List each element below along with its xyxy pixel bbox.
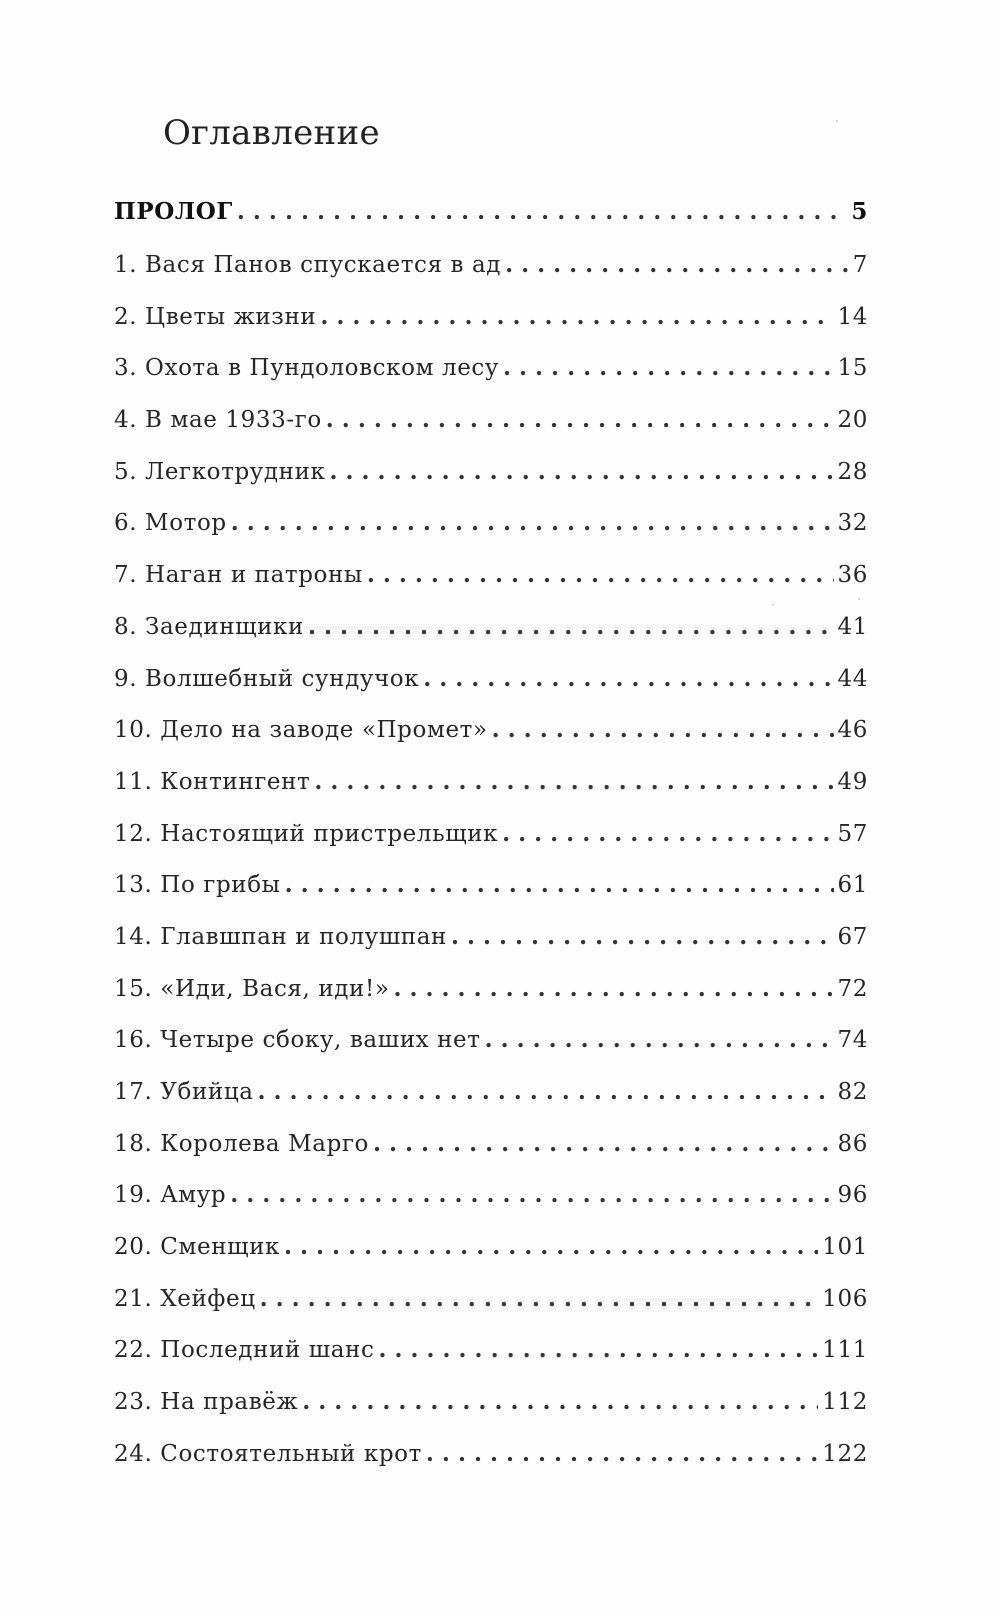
toc-entry-page-number: 96 xyxy=(837,1182,868,1209)
dot-leader xyxy=(231,509,834,536)
toc-entry-title: ПРОЛОГ xyxy=(114,198,233,225)
toc-entry-title: 12. Настоящий пристрельщик xyxy=(114,820,499,847)
toc-entry-title: 8. Заединщики xyxy=(114,613,304,640)
toc-entry[interactable] xyxy=(114,509,868,561)
dot-leader xyxy=(505,251,849,278)
toc-entry-page-number: 106 xyxy=(822,1285,868,1312)
toc-entry-title: 3. Охота в Пундоловском лесу xyxy=(114,355,500,382)
toc-entry-page-number: 74 xyxy=(837,1027,868,1054)
toc-entry-page-number: 32 xyxy=(837,510,868,537)
toc-entry-page-number: 44 xyxy=(837,665,868,692)
toc-entry-title: 22. Последний шанс xyxy=(114,1337,375,1364)
toc-entry-page-number: 112 xyxy=(822,1389,868,1416)
toc-entry-title: 5. Легкотрудник xyxy=(114,458,326,485)
toc-entry[interactable] xyxy=(114,923,868,975)
dot-leader xyxy=(320,303,833,330)
page-title: Оглавление xyxy=(163,113,380,153)
toc-entry-page-number: 101 xyxy=(822,1234,868,1261)
toc-entry-page-number: 122 xyxy=(822,1440,868,1467)
toc-entry-title: 16. Четыре сбоку, ваших нет xyxy=(114,1027,481,1054)
dot-leader xyxy=(284,1233,818,1260)
dot-leader xyxy=(326,406,834,433)
toc-entry-title: 20. Сменщик xyxy=(114,1234,281,1261)
toc-entry[interactable] xyxy=(114,354,868,406)
toc-entry-page-number: 46 xyxy=(837,717,868,744)
toc-entry-page-number: 15 xyxy=(837,355,868,382)
toc-entry-page-number: 72 xyxy=(837,975,868,1002)
toc-entry[interactable] xyxy=(114,871,868,923)
dot-leader xyxy=(426,1440,818,1467)
toc-entry-page-number: 20 xyxy=(837,407,868,434)
toc-entry-title: 2. Цветы жизни xyxy=(114,303,317,330)
toc-entry-page-number: 14 xyxy=(837,303,868,330)
toc-entry-page-number: 41 xyxy=(837,613,868,640)
toc-entry-page-number: 82 xyxy=(837,1079,868,1105)
dot-leader xyxy=(394,975,834,1002)
toc-entry[interactable] xyxy=(114,975,868,1027)
toc-entry-page-number: 28 xyxy=(837,458,868,485)
toc-entry-title: 19. Амур xyxy=(114,1182,227,1209)
toc-entry[interactable] xyxy=(114,716,868,768)
toc-entry-title: 13. По грибы xyxy=(114,872,281,899)
dot-leader xyxy=(451,923,834,950)
dot-leader xyxy=(503,354,834,381)
toc-entry-title: 10. Дело на заводе «Промет» xyxy=(114,717,488,744)
dot-leader xyxy=(230,1181,833,1208)
paper-speck xyxy=(772,604,774,606)
toc-entry[interactable] xyxy=(114,303,868,355)
dot-leader xyxy=(373,1130,834,1157)
toc-entry-page-number: 36 xyxy=(837,562,868,589)
toc-entry[interactable] xyxy=(114,561,868,613)
toc-entry-page-number: 57 xyxy=(837,820,868,847)
dot-leader xyxy=(502,820,833,847)
toc-entry[interactable] xyxy=(114,665,868,717)
toc-entry[interactable] xyxy=(114,820,868,872)
paper-speck xyxy=(858,598,860,600)
toc-entry-title: 21. Хейфец xyxy=(114,1285,256,1312)
toc-entry-page-number: 5 xyxy=(851,198,868,225)
toc-entry-page-number: 67 xyxy=(837,923,868,950)
toc-entry[interactable] xyxy=(114,458,868,510)
toc-entry[interactable] xyxy=(114,1388,868,1440)
toc-entry[interactable] xyxy=(114,1130,868,1182)
dot-leader xyxy=(378,1336,818,1363)
toc-entry-page-number: 7 xyxy=(852,252,868,278)
dot-leader xyxy=(485,1026,834,1053)
toc-entry[interactable] xyxy=(114,1078,868,1130)
toc-entry-page-number: 111 xyxy=(822,1337,868,1364)
dot-leader xyxy=(260,1285,819,1312)
table-of-contents xyxy=(114,198,868,1492)
dot-leader xyxy=(302,1388,818,1415)
toc-entry-title: 14. Главшпан и полушпан xyxy=(114,923,447,950)
toc-entry-title: 15. «Иди, Вася, иди!» xyxy=(114,975,390,1002)
toc-entry-title: 1. Вася Панов спускается в ад xyxy=(114,252,502,278)
toc-entry[interactable] xyxy=(114,1026,868,1078)
toc-entry-title: 18. Королева Марго xyxy=(114,1130,369,1157)
toc-entry-page-number: 61 xyxy=(837,872,868,899)
dot-leader xyxy=(314,768,833,795)
toc-entry-title: 23. На правёж xyxy=(114,1389,299,1416)
dot-leader xyxy=(285,871,834,898)
toc-entry-title: 4. В мае 1933-го xyxy=(114,407,322,434)
dot-leader xyxy=(308,613,834,640)
toc-entry-prologue[interactable] xyxy=(114,198,868,251)
toc-entry[interactable] xyxy=(114,1440,868,1492)
toc-entry-title: 24. Состоятельный крот xyxy=(114,1440,422,1467)
toc-entry[interactable] xyxy=(114,1336,868,1388)
toc-entry[interactable] xyxy=(114,613,868,665)
toc-entry[interactable] xyxy=(114,406,868,458)
toc-entry-title: 6. Мотор xyxy=(114,510,227,537)
toc-entry-title: 9. Волшебный сундучок xyxy=(114,665,420,692)
toc-entry[interactable] xyxy=(114,1233,868,1285)
toc-entry[interactable] xyxy=(114,1181,868,1233)
toc-entry-title: 11. Контингент xyxy=(114,768,311,795)
paper-speck xyxy=(836,120,838,122)
dot-leader xyxy=(237,198,847,225)
toc-entry[interactable] xyxy=(114,768,868,820)
toc-entry-page-number: 49 xyxy=(837,768,868,795)
dot-leader xyxy=(258,1078,834,1105)
dot-leader xyxy=(367,561,834,588)
toc-entry-title: 17. Убийца xyxy=(114,1079,254,1105)
toc-entry-title: 7. Наган и патроны xyxy=(114,562,363,589)
toc-entry[interactable] xyxy=(114,1285,868,1337)
toc-entry-page-number: 86 xyxy=(837,1130,868,1157)
toc-entry[interactable] xyxy=(114,251,868,303)
dot-leader xyxy=(330,458,834,485)
dot-leader xyxy=(492,716,834,743)
dot-leader xyxy=(423,665,833,692)
